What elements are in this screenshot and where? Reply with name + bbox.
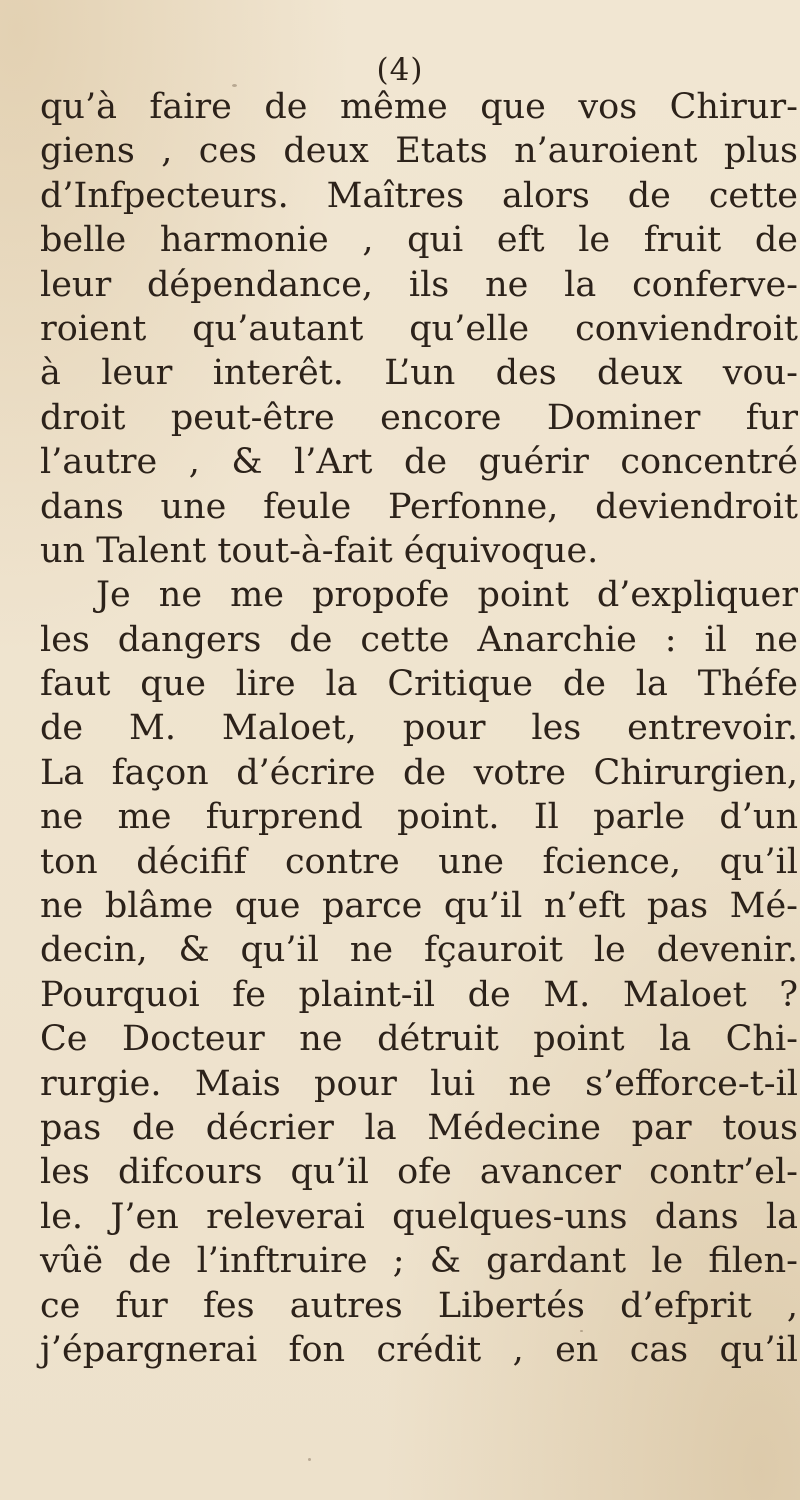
text-line: pas de décrier la Médecine par tous (40, 1107, 798, 1148)
paper-speck (570, 1180, 572, 1182)
text-line: de M. Maloet, pour les entrevoir. (40, 708, 798, 749)
paper-speck (308, 1458, 311, 1461)
text-line: Ce Docteur ne détruit point la Chi- (40, 1019, 798, 1060)
text-line: qu’à faire de même que vos Chirur- (40, 87, 798, 127)
text-line: faut que lire la Critique de la Théfe (40, 664, 798, 705)
text-line: les difcours qu’il ofe avancer contr’el- (40, 1152, 798, 1193)
text-line: vûë de l’inftruire ; & gardant le filen- (40, 1241, 798, 1282)
paper-speck (232, 84, 237, 87)
text-line: Je ne me propofe point d’expliquer (96, 575, 798, 616)
text-line: Pourquoi fe plaint-il de M. Maloet ? (40, 974, 798, 1015)
text-line: dans une feule Perfonne, deviendroit (40, 486, 798, 527)
page-number: (4) (376, 52, 424, 88)
text-line: j’épargnerai fon crédit , en cas qu’il (40, 1329, 798, 1370)
text-line: les dangers de cette Anarchie : il ne (40, 619, 798, 660)
text-line: La façon d’écrire de votre Chirurgien, (40, 752, 798, 793)
text-line: ne blâme que parce qu’il n’eft pas Mé- (40, 886, 798, 927)
text-line: belle harmonie , qui eft le fruit de (40, 220, 798, 261)
paper-speck (580, 1330, 583, 1332)
text-line: giens , ces deux Etats n’auroient plus (40, 131, 798, 172)
text-line: roient qu’autant qu’elle conviendroit (40, 308, 798, 349)
text-line: ton décifif contre une fcience, qu’il (40, 841, 798, 882)
text-line: le. J’en releverai quelques-uns dans la (40, 1196, 798, 1237)
text-line: un Talent tout-à-fait équivoque. (40, 530, 599, 571)
text-line: ce fur fes autres Libertés d’efprit , (40, 1285, 798, 1326)
text-line: rurgie. Mais pour lui ne s’efforce-t-il (40, 1063, 798, 1104)
text-line: à leur interêt. L’un des deux vou- (40, 353, 798, 394)
text-line: leur dépendance, ils ne la conferve- (40, 264, 798, 305)
text-line: l’autre , & l’Art de guérir concentré (40, 442, 798, 483)
body-text (40, 85, 798, 1372)
text-line: ne me furprend point. Il parle d’un (40, 797, 798, 838)
text-line: droit peut-être encore Dominer fur (40, 397, 798, 438)
text-line: d’Infpecteurs. Maîtres alors de cette (40, 175, 798, 216)
text-line: decin, & qu’il ne fçauroit le devenir. (40, 930, 798, 971)
